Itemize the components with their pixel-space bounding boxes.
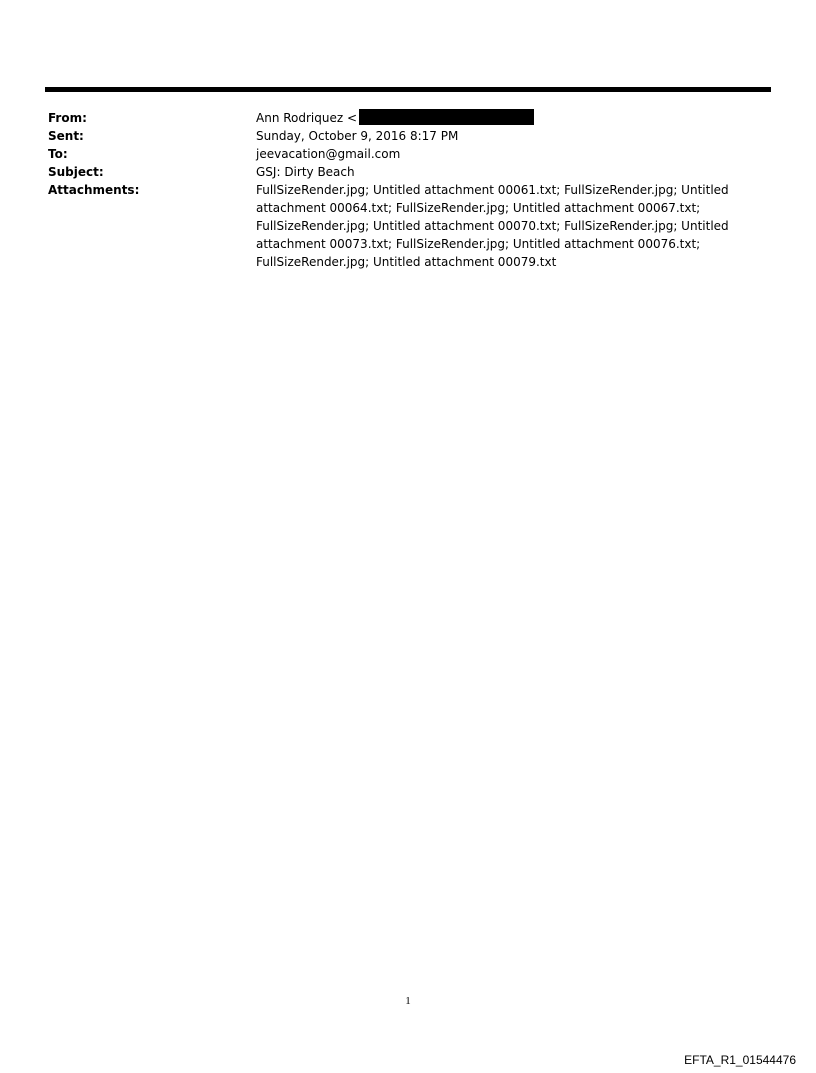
page-number: 1 [405, 995, 411, 1007]
to-row [48, 145, 748, 163]
from-label: From: [48, 111, 87, 125]
header-divider [45, 87, 771, 92]
sender-name: Ann Rodriquez < [256, 111, 358, 125]
to-value: jeevacation@gmail.com [256, 147, 401, 161]
attachments-row [48, 181, 748, 271]
subject-value: GSJ: Dirty Beach [256, 165, 355, 179]
to-label: To: [48, 147, 68, 161]
subject-label: Subject: [48, 165, 104, 179]
attachments-value: FullSizeRender.jpg; Untitled attachment 00061.txt; FullSizeRender.jpg; Untitled attachment 00064.txt; FullSizeRender.jpg; Untitled attachment 00067.txt; FullSizeRender.jpg; Untitled attachment 00070.txt; FullSizeRender.jpg; Untitled attachment 00073.txt; FullSizeRender.jpg; Untitled attachment 00076.txt; FullSizeRender.jpg; Untitled attachment 00079.txt [256, 183, 729, 269]
email-header [48, 109, 748, 271]
from-value [256, 109, 748, 127]
bates-number: EFTA_R1_01544476 [684, 1053, 796, 1067]
attachments-label: Attachments: [48, 183, 140, 197]
sent-value: Sunday, October 9, 2016 8:17 PM [256, 129, 459, 143]
sent-label: Sent: [48, 129, 84, 143]
sent-row [48, 127, 748, 145]
from-row [48, 109, 748, 127]
redaction-box [359, 109, 534, 125]
subject-row [48, 163, 748, 181]
